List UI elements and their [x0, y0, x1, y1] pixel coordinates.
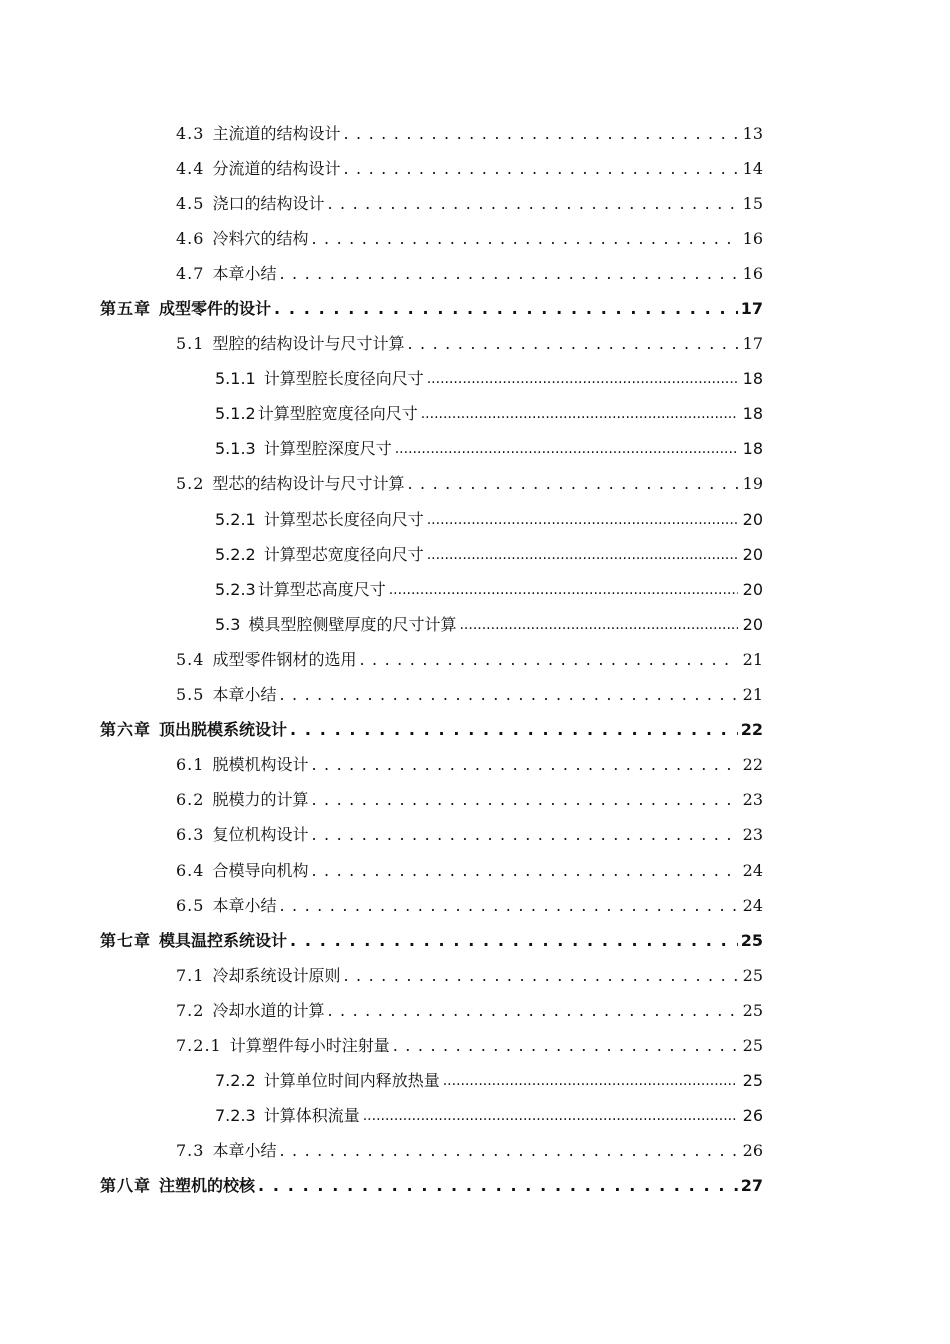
- entry-number: 7.2.1: [176, 1035, 222, 1055]
- entry-number: 5.2.1: [215, 509, 256, 529]
- entry-title: 模具型腔侧壁厚度的尺寸计算: [248, 614, 457, 634]
- entry-page-number: 22: [742, 755, 763, 775]
- entry-number: 6.3: [176, 825, 205, 845]
- entry-number: 6.4: [176, 860, 205, 880]
- dot-leader: [279, 1143, 738, 1159]
- entry-number: 6.1: [176, 755, 205, 775]
- entry-number: 7.2: [176, 1000, 205, 1020]
- toc-subentry[interactable]: [0, 362, 950, 397]
- table-of-contents: [0, 116, 950, 1204]
- dot-leader: [427, 512, 738, 528]
- toc-entry[interactable]: [0, 958, 950, 993]
- entry-title: 脱模力的计算: [212, 790, 309, 810]
- entry-page-number: 25: [740, 930, 763, 950]
- entry-page-number: 21: [742, 649, 763, 669]
- entry-title: 顶出脱模系统设计: [159, 720, 288, 740]
- entry-page-number: 20: [742, 614, 763, 634]
- dot-leader: [427, 371, 738, 387]
- toc-entry[interactable]: [0, 678, 950, 713]
- entry-title: 冷料穴的结构: [212, 228, 309, 248]
- entry-page-number: 27: [740, 1176, 763, 1196]
- entry-page-number: 26: [742, 1141, 763, 1161]
- dot-leader: [443, 1073, 738, 1089]
- toc-entry[interactable]: [0, 256, 950, 291]
- entry-number: 4.6: [176, 228, 205, 248]
- entry-page-number: 18: [742, 404, 763, 424]
- dot-leader: [258, 1178, 738, 1194]
- toc-entry[interactable]: [0, 186, 950, 221]
- entry-page-number: 25: [742, 965, 763, 985]
- dot-leader: [290, 722, 738, 738]
- toc-entry[interactable]: [0, 116, 950, 151]
- entry-number: 5.2: [176, 474, 205, 494]
- entry-title: 主流道的结构设计: [212, 123, 341, 143]
- entry-number: 7.3: [176, 1141, 205, 1161]
- entry-number: 6.5: [176, 895, 205, 915]
- entry-page-number: 20: [742, 509, 763, 529]
- entry-title: 冷却系统设计原则: [212, 965, 341, 985]
- entry-page-number: 23: [742, 790, 763, 810]
- dot-leader: [274, 301, 738, 317]
- toc-entry[interactable]: [0, 748, 950, 783]
- entry-title: 本章小结: [212, 1141, 277, 1161]
- dot-leader: [459, 617, 738, 633]
- entry-number: 5.5: [176, 685, 205, 705]
- entry-page-number: 16: [742, 263, 763, 283]
- entry-title: 计算型芯宽度径向尺寸: [263, 544, 424, 564]
- dot-leader: [359, 652, 738, 668]
- dot-leader: [395, 441, 738, 457]
- toc-subentry[interactable]: [0, 537, 950, 572]
- toc-entry[interactable]: [0, 221, 950, 256]
- toc-subentry[interactable]: [0, 502, 950, 537]
- entry-page-number: 17: [742, 334, 763, 354]
- entry-page-number: 23: [742, 825, 763, 845]
- entry-title: 冷却水道的计算: [212, 1000, 325, 1020]
- dot-leader: [343, 968, 738, 984]
- entry-number: 4.5: [176, 193, 205, 213]
- entry-number: 5.1.1: [215, 369, 256, 389]
- entry-title: 模具温控系统设计: [159, 930, 288, 950]
- toc-chapter-entry[interactable]: [0, 713, 950, 748]
- entry-number: 6.2: [176, 790, 205, 810]
- entry-number: 第六章: [100, 720, 152, 740]
- dot-leader: [279, 687, 738, 703]
- entry-page-number: 19: [742, 474, 763, 494]
- entry-number: 5.3: [215, 614, 241, 634]
- dot-leader: [311, 757, 738, 773]
- entry-number: 5.1.3: [215, 439, 256, 459]
- dot-leader: [427, 547, 738, 563]
- entry-title: 合模导向机构: [212, 860, 309, 880]
- dot-leader: [327, 1003, 738, 1019]
- entry-page-number: 18: [742, 439, 763, 459]
- entry-page-number: 13: [742, 123, 763, 143]
- dot-leader: [363, 1108, 738, 1124]
- entry-page-number: 22: [740, 720, 763, 740]
- dot-leader: [343, 126, 738, 142]
- entry-title: 本章小结: [212, 263, 277, 283]
- toc-subentry[interactable]: [0, 1064, 950, 1099]
- entry-page-number: 17: [740, 299, 763, 319]
- dot-leader: [279, 898, 738, 914]
- entry-number: 第八章: [100, 1176, 152, 1196]
- entry-title: 型芯的结构设计与尺寸计算: [212, 474, 405, 494]
- entry-number: 7.2.3: [215, 1106, 256, 1126]
- dot-leader: [327, 196, 738, 212]
- entry-number: 7.1: [176, 965, 205, 985]
- dot-leader: [311, 863, 738, 879]
- entry-title: 成型零件的设计: [159, 299, 272, 319]
- dot-leader: [311, 792, 738, 808]
- dot-leader: [421, 406, 738, 422]
- entry-page-number: 25: [742, 1071, 763, 1091]
- entry-number: 5.1: [176, 334, 205, 354]
- entry-title: 计算体积流量: [263, 1106, 360, 1126]
- entry-number: 5.1.2: [215, 404, 256, 424]
- toc-entry[interactable]: [0, 151, 950, 186]
- dot-leader: [279, 266, 738, 282]
- entry-title: 脱模机构设计: [212, 755, 309, 775]
- toc-entry[interactable]: [0, 888, 950, 923]
- entry-page-number: 25: [742, 1035, 763, 1055]
- entry-number: 第五章: [100, 299, 152, 319]
- dot-leader: [407, 336, 738, 352]
- entry-number: 5.4: [176, 649, 205, 669]
- entry-title: 复位机构设计: [212, 825, 309, 845]
- entry-title: 本章小结: [212, 895, 277, 915]
- toc-entry[interactable]: [0, 993, 950, 1028]
- toc-chapter-entry[interactable]: [0, 1169, 950, 1204]
- toc-entry[interactable]: [0, 467, 950, 502]
- dot-leader: [393, 1038, 738, 1054]
- toc-entry[interactable]: [0, 818, 950, 853]
- entry-title: 计算型芯高度尺寸: [257, 579, 386, 599]
- entry-number: 4.7: [176, 263, 205, 283]
- entry-title: 计算型腔长度径向尺寸: [263, 369, 424, 389]
- entry-title: 分流道的结构设计: [212, 158, 341, 178]
- entry-page-number: 24: [742, 860, 763, 880]
- entry-title: 计算单位时间内释放热量: [263, 1071, 440, 1091]
- toc-subentry[interactable]: [0, 1099, 950, 1134]
- entry-page-number: 14: [742, 158, 763, 178]
- entry-page-number: 20: [742, 544, 763, 564]
- entry-page-number: 18: [742, 369, 763, 389]
- toc-entry[interactable]: [0, 642, 950, 677]
- toc-subentry[interactable]: [0, 1028, 950, 1063]
- toc-chapter-entry[interactable]: [0, 291, 950, 326]
- entry-title: 注塑机的校核: [159, 1176, 256, 1196]
- entry-title: 型腔的结构设计与尺寸计算: [212, 334, 405, 354]
- entry-number: 4.3: [176, 123, 205, 143]
- dot-leader: [290, 933, 738, 949]
- toc-subentry[interactable]: [0, 397, 950, 432]
- entry-page-number: 21: [742, 685, 763, 705]
- dot-leader: [389, 582, 738, 598]
- entry-title: 成型零件钢材的选用: [212, 649, 357, 669]
- entry-title: 计算型腔深度尺寸: [263, 439, 392, 459]
- entry-title: 本章小结: [212, 685, 277, 705]
- toc-subentry[interactable]: [0, 432, 950, 467]
- entry-number: 5.2.2: [215, 544, 256, 564]
- dot-leader: [407, 476, 738, 492]
- entry-page-number: 16: [742, 228, 763, 248]
- entry-title: 浇口的结构设计: [212, 193, 325, 213]
- toc-subentry[interactable]: [0, 572, 950, 607]
- entry-title: 计算型腔宽度径向尺寸: [257, 404, 418, 424]
- entry-page-number: 25: [742, 1000, 763, 1020]
- entry-page-number: 15: [742, 193, 763, 213]
- toc-entry[interactable]: [0, 853, 950, 888]
- toc-entry[interactable]: [0, 783, 950, 818]
- entry-number: 5.2.3: [215, 579, 256, 599]
- entry-number: 第七章: [100, 930, 152, 950]
- entry-number: 7.2.2: [215, 1071, 256, 1091]
- toc-entry[interactable]: [0, 327, 950, 362]
- toc-subentry[interactable]: [0, 607, 950, 642]
- dot-leader: [311, 231, 738, 247]
- entry-page-number: 26: [742, 1106, 763, 1126]
- entry-page-number: 20: [742, 579, 763, 599]
- toc-entry[interactable]: [0, 1134, 950, 1169]
- dot-leader: [343, 161, 738, 177]
- entry-title: 计算型芯长度径向尺寸: [263, 509, 424, 529]
- entry-number: 4.4: [176, 158, 205, 178]
- dot-leader: [311, 827, 738, 843]
- entry-title: 计算塑件每小时注射量: [229, 1035, 390, 1055]
- toc-chapter-entry[interactable]: [0, 923, 950, 958]
- entry-page-number: 24: [742, 895, 763, 915]
